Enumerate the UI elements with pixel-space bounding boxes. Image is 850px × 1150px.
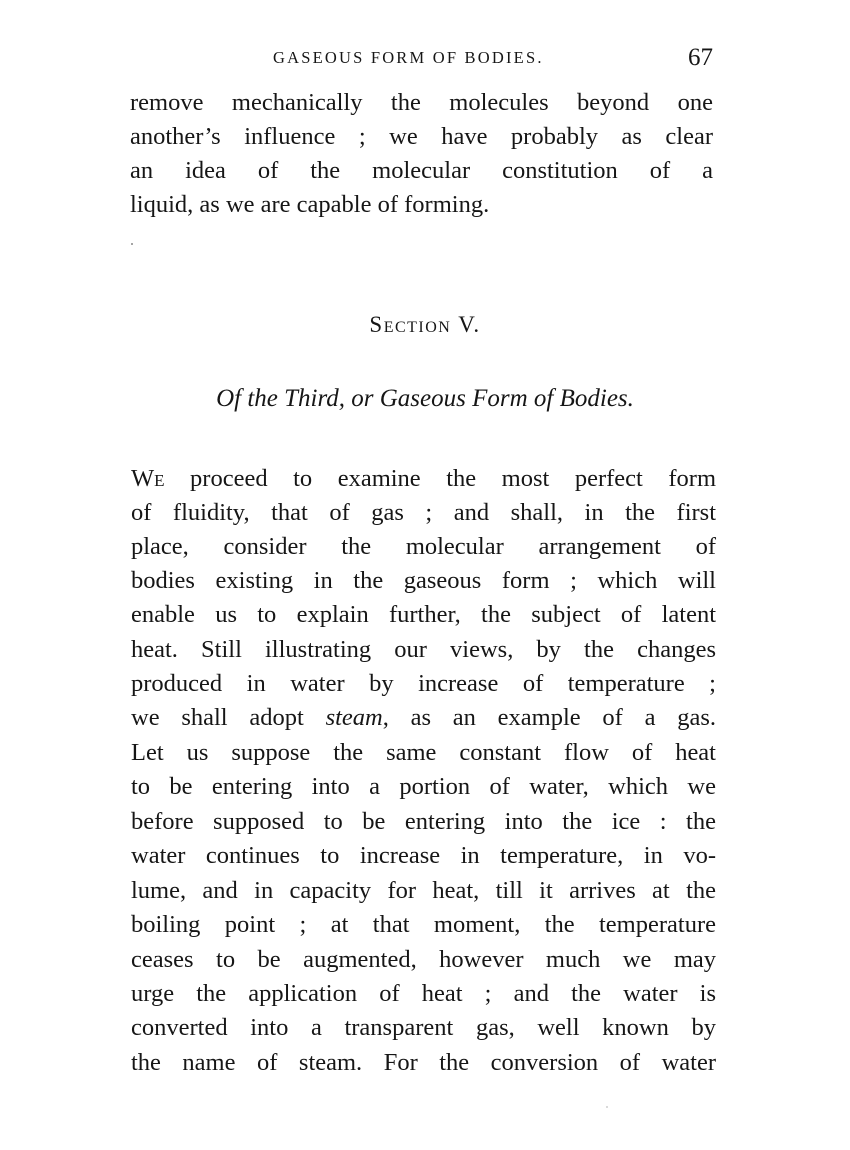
print-speck	[131, 243, 133, 245]
section-heading-text: Section V.	[369, 312, 481, 337]
text-line: to be entering into a portion of water, which we	[131, 773, 716, 800]
page-number: 67	[688, 44, 713, 71]
text-line	[131, 462, 716, 496]
text-line: place, consider the molecular arrangement of	[131, 533, 716, 560]
section-subtitle: Of the Third, or Gaseous Form of Bodies.	[216, 385, 634, 412]
text-line: heat. Still illustrating our views, by the changes	[131, 636, 716, 663]
text-line: urge the application of heat ; and the water is	[131, 980, 716, 1007]
text-line-start: we shall adopt	[131, 704, 326, 731]
text-line-rest: , as an example of a gas.	[382, 704, 716, 731]
text-line: converted into a transparent gas, well known by	[131, 1014, 716, 1041]
text-line: liquid, as we are capable of forming.	[130, 191, 490, 218]
text-line: lume, and in capacity for heat, till it arrives at the	[131, 877, 716, 904]
running-head	[130, 44, 713, 74]
text-line: water continues to increase in temperature, in vo-	[131, 842, 716, 869]
text-line: boiling point ; at that moment, the temperature	[131, 911, 716, 938]
print-speck	[606, 1106, 608, 1108]
text-line-rest: proceed to examine the most perfect form	[164, 465, 716, 492]
text-line: Let us suppose the same constant flow of heat	[131, 739, 716, 766]
text-line: enable us to explain further, the subject of latent	[131, 601, 716, 628]
text-line: the name of steam. For the conversion of water	[131, 1049, 716, 1076]
opening-word: We	[131, 465, 165, 492]
text-line: remove mechanically the molecules beyond one	[130, 89, 713, 116]
text-line: bodies existing in the gaseous form ; which will	[131, 567, 716, 594]
section-heading	[0, 312, 850, 338]
text-line: produced in water by increase of temperature ;	[131, 670, 716, 697]
text-line: ceases to be augmented, however much we may	[131, 946, 716, 973]
running-title: GASEOUS FORM OF BODIES.	[273, 48, 544, 67]
text-line: before supposed to be entering into the ice : the	[131, 808, 716, 835]
text-line: another’s influence ; we have probably as clear	[130, 123, 713, 150]
text-line: an idea of the molecular constitution of a	[130, 157, 713, 184]
text-line	[131, 701, 716, 735]
emphasis-steam: steam	[325, 704, 383, 731]
text-line: of fluidity, that of gas ; and shall, in the first	[131, 499, 716, 526]
